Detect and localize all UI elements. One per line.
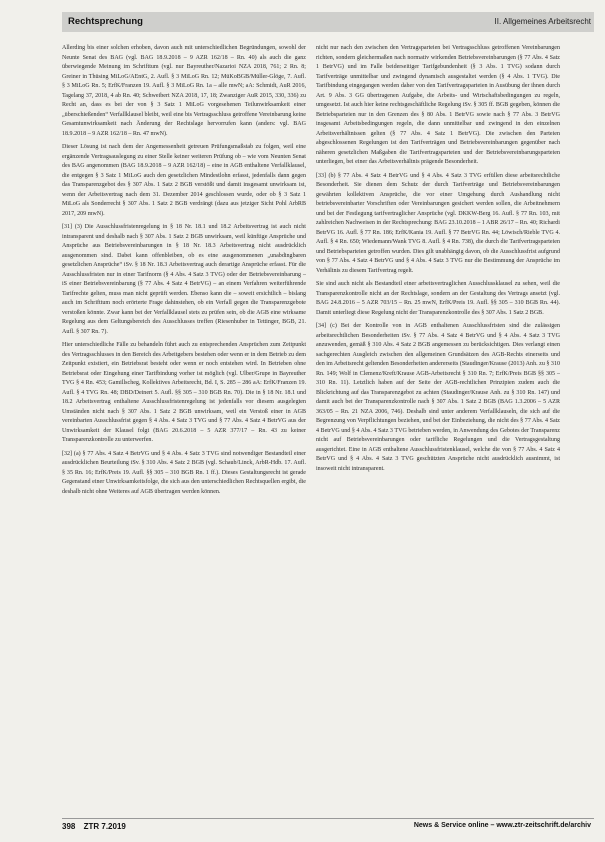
journal-issue: ZTR 7.2019 bbox=[83, 822, 126, 831]
footer-divider bbox=[62, 818, 594, 819]
footer-left bbox=[62, 822, 126, 831]
archive-link[interactable]: News & Service online – www.ztr-zeitschrift.de/archiv bbox=[413, 822, 591, 829]
chapter-title: II. Allgemeines Arbeitsrecht bbox=[494, 17, 591, 26]
paragraph: [33] (b) § 77 Abs. 4 Satz 4 BetrVG und § 4 Abs. 4 Satz 3 TVG erfüllen diese arbeitsrechtliche Besonderheit. Sie dienen dem Schutz der durch Tarifverträge und Betriebsvereinbarungen gewährten kollektiven Ansprüche, die vor einer Umgehung durch Aushandlung nicht betriebsvereinbarter Vorschriften oder Vereinbarungen gesichert werden sollen, die Arbeitnehmern und bei der Festlegung tarifvertraglicher Ansprüche (vgl. DKKW-Berg 16. Aufl. § 77 Rn. 103, mit zahlreichen Nachweisen in der Rechtsprechung: BAG 23.10.2018 – 1 ABR 26/17 – Rn. 40; Richardi BetrVG 16. Aufl. § 77 Rn. 186; ErfK/Kania 19. Aufl. § 77 BetrVG Rn. 44; Löwisch/Rieble TVG 4. Aufl. § 4 Rn. 650; Wiedemann/Wank TVG 8. Aufl. § 4 Rn. 738), die durch die Tarifvertragsparteien und Betriebsparteien getroffen wurden. Dies gilt unabhängig davon, ob die Ausschlussfrist aufgrund von § 77 Abs. 4 Satz 4 BetrVG und § 4 Abs. 4 Satz 3 TVG nur die Bestimmung der Ansprüche im Verhältnis zu diesem Tarifvertrag regelt. bbox=[316, 172, 560, 274]
section-title: Rechtsprechung bbox=[68, 16, 143, 27]
paragraph: Allerding bis einer solchen erhoben, davon auch mit unterschiedlichen Begründungen, sowohl der Neunte Senat des BAG (vgl. BAG 18.9.2018 – 9 AZR 162/18 – Rn. 40) als auch die ganz überwiegende Meinung im Schrifttum (vgl. nur Bayreuther/Nazarioi NZA 2018, 761; 2 Rn. 8; Greiner in Thüsing MiLoG/AEntG, 2. Aufl. § 3 MiLoG Rn. 12; MüKoBGB/Müller-Glöge, 7. Aufl. § 3 MiLoG Rn. 5; ErfK/Franzen 19. Aufl. § 3 MiLoG Rn. 1a – alle mwN; aA: Schmidt, AuR 2016, Tagelang 37, 2018, 4 ab Rn. 40; Schweibert NZA 2018, 17, 18; Zwanziger AuR 2015, 330, 336) zu Recht an, dass es bei der von § 3 Satz 1 MiLoG vorgesehenen Teilunwirksamkeit einer „überschießenden“ Verfallklausel bleibt, weil eine bis Vertragsschluss getroffene Vereinbarung keine Gesamtunwirksamkeit nach Änderung der Rechtslage hervorrufen kann (anders: vgl. BAG 18.9.2018 – 9 AZR 162/18 – Rn. 47 mwN). bbox=[62, 45, 306, 137]
paragraph: [34] (c) Bei der Kontrolle von in AGB enthaltenen Ausschlussfristen sind die zulässigen arbeitsrechtlichen Besonderheiten iSv. § 77 Abs. 4 Satz 4 BetrVG und § 4 Abs. 4 Satz 3 TVG anzuwenden, gemäß § 310 Abs. 4 Satz 2 BGB angemessen zu berücksichtigen. Dies verlangt einen sachgerechten Ausgleich zwischen den allgemeinen Grundsätzen des AGB-Rechts einerseits und den im Arbeitsrecht geltenden Besonderheiten andererseits (Staudinger/Krause (2013) Anh. zu § 310 Rn. 149; Wolf in Clemenz/Kreft/Krause AGB-Arbeitsrecht § 310 Rn. 7; ErfK/Preis BGB §§ 305 – 310 Rn. 11). Letztlich haben auf der Seite der AGB-rechtlichen Prinzipien zudem auch die Blickrichtung auf das Transparenzgebot zu achten (Staudinger/Krause Anh. zu § 310 Rn. 147) und damit auch bei der Transparenzkontrolle nach § 307 Abs. 1 Satz 2 BGB (BAG 1.3.2006 – 5 AZR 363/05 – Rn. 21 NZA 2006, 746). Deshalb sind unter anderem Verfallklauseln, die sich auf die Begrenzung von Verpflichtungen beziehen, und bei der Einbeziehung, die nicht des § 77 Abs. 4 Satz 4 BetrVG und § 4 Abs. 4 Satz 3 TVG betrieben werden, in Anwendung des Gebotes der Transparenz nicht auf Betriebsvereinbarungen oder tarifliche Regelungen und die Vertragsgestaltung ausgerichtet. Eine in AGB enthaltene Ausschlussfristenklausel, welche die von § 77 Abs. 4 Satz 4 BetrVG und § 4 Abs. 4 Satz 3 TVG geschützten Ansprüche nicht ausdrücklich ausnimmt, ist insoweit nicht intransparent. bbox=[316, 323, 560, 472]
paragraph: [32] (a) § 77 Abs. 4 Satz 4 BetrVG und § 4 Abs. 4 Satz 3 TVG sind notwendiger Bestandteil einer ausdrücklichen Beurteilung iSv. § 310 Abs. 4 Satz 2 BGB (vgl. Schaub/Linck, ArbR-Hdb. 17. Aufl. § 35 Rn. 16; ErfK/Preis 19. Aufl. §§ 305 – 310 BGB Rn. 1 ff.). Dieses Gestaltungsrecht ist gerade Gegenstand einer Unwirksamkeitsfolge, die sich aus den unterschiedlichen Rechtsquellen ergibt, die deshalb nicht ohne Weiteres auf AGB übertragen werden können. bbox=[62, 450, 306, 495]
left-column bbox=[62, 44, 306, 814]
right-column bbox=[316, 44, 560, 814]
paragraph: Hier unterschiedliche Fälle zu behandeln führt auch zu entsprechenden Ansprüchen zum Zeitpunkt des Vertragsschlusses in den Bereich des Arbeitgebers bestehen oder wenn er in dem Betrieb zu dem Zeitpunkt existiert, ein Betriebsrat besteht oder wenn er noch entstehen wird. In Betrieben ohne Betriebsrat oder Eingehung einer Tarifbindung vorher ist möglich (vgl. Ulber/Grupe in Bayreuther TVG § 4 Rn. 453; Gamillscheg, Kollektives Arbeitsrecht, Bd. I, S. 285 – 286 aA: ErfK/Franzen 19. Aufl. § 4 TVG Rn. 48; DBD/Deinert 5. Aufl. §§ 305 – 310 BGB Rn. 70). Die in § 18 Nr. 18.1 und 18.2 Arbeitsvertrag enthaltene Ausschlussfristenregelung ist jedenfalls vor diesem ausgelegten Umständen nicht nach § 307 Abs. 1 Satz 2 BGB unwirksam, weil ein Verstoß einer in AGB vereinbarten Ausschlussfrist gegen § 4 Abs. 4 Satz 3 TVG und § 77 Abs. 4 Satz 4 BetrVG aus der Unwirksamkeit der Klausel folgt (BAG 20.6.2018 – 5 AZR 377/17 – Rn. 43 zu keiner Transparenzkontrolle zu unterwerfen. bbox=[62, 342, 306, 443]
paragraph: [31] (3) Die Ausschlussfristenregelung in § 18 Nr. 18.1 und 18.2 Arbeitsvertrag ist auch nicht intransparent und deshalb nach § 307 Abs. 1 Satz 2 BGB unwirksam, weil künftige Ansprüche und Ansprüche aus Betriebsvereinbarungen in § 18 Nr. 18.3 Arbeitsvertrag nicht ausdrücklich ausgenommen sind. Dabei kann offenbleiben, ob es eine ausgenommenen „unabdingbaren gesetzlichen Ansprüche“ iSv. § 18 Nr. 18.3 Arbeitsvertrag auch derartige Ansprüche erfasst. Für die Ausschlussfristen nur in einer Tarifnorm (§ 4 Abs. 4 Satz 3 TVG) oder der Betriebsvereinbarung – iS einer Betriebsvereinbarung (§ 77 Abs. 4 Satz 4 BetrVG) – an einem Verfahren weiterführende Tarifrechte gelten, muss man nicht geprüft werden. Ebenso kann die – soweit ersichtlich – bislang auch im Schrifttum noch erörterte Frage dahinstehen, ob ein Verfall gegen die Transparenzgebote verstoßen könnte. Zwar kann bei der Verfallklausel stets zu prüfen sein, ob die AGB eine wirksame Regelung aus dem Geltungsbereich des Ausschlusses treffen (Riesenhuber in Tettinger, BGB, 21. Aufl. § 307 Rn. 7). bbox=[62, 224, 306, 335]
paragraph: Sie sind auch nicht als Bestandteil einer arbeitsvertraglichen Ausschlussklausel zu sehen, weil die Transparenzkontrolle nicht an der Rechtslage, sondern an der Gestaltung des Vertrags ansetzt (vgl. BAG 24.8.2016 – 5 AZR 703/15 – Rn. 25 mwN, ErfK/Preis 19. Aufl. §§ 305 – 310 BGB Rn. 44). Damit unterliegt diese Regelung nicht der Transparenzkontrolle des § 307 Abs. 1 Satz 2 BGB. bbox=[316, 281, 560, 316]
paragraph: nicht nur nach den zwischen den Vertragsparteien bei Vertragsschluss getroffenen Vereinbarungen richten, sondern gleichermaßen nach normativ wirkenden Betriebsvereinbarungen (§ 77 Abs. 4 Satz 1 BetrVG) und im Falle beiderseitiger Tarifgebundenheit (§ 3 Abs. 1 TVG) sodann durch Tarifverträge unmittelbar und zwingend dynamisch ausgestaltet werden (§ 4 Abs. 1 TVG). Die Tarifbindung eingegangen werden daher von den Tarifvertragsparteien in Ausübung der ihnen durch Art. 9 Abs. 3 GG übertragenen Aufgabe, die Arbeits- und Wirtschaftsbedingungen zu regeln, umgesetzt. Ist auch hier keine rechtsgeschäftliche Regelung iSv. § 305 ff. BGB gegeben, können die Betriebsparteien nur in den Grenzen des § 80 Abs. 1 BetrVG sowie nach § 77 Abs. 3 BetrVG insgesamt Arbeitsbedingungen regeln, die dann unmittelbar und zwingend in den einzelnen Arbeitsverhältnissen gelten (§ 77 Abs. 4 Satz 1 BetrVG). Die zwischen den Parteien abgeschlossenen Regelungen ist den Tarifverträgen und Betriebsvereinbarungen gegenüber nach näheren gesetzlichen Maßgaben die Tarifvertragsparteien und der Betriebsvereinbarungsparteien unterliegen, bei einer das Arbeitsverhältnis prägende Besonderheit. bbox=[316, 45, 560, 165]
paragraph: Dieser Lösung ist nach dem der Angemessenheit getreuen Prüfungsmaßstab zu folgen, weil eine ergänzende Vertragsauslegung zu einer Stelle keiner weiteren Prüfung ob – wie vom Neunten Senat des BAG angenommen (BAG 18.9.2018 – 9 AZR 162/18) – eine in AGB enthaltene Verfallklausel, die entgegen § 3 Satz 1 MiLoG auch den gesetzlichen Mindestlohn erfasst, jedenfalls dann gegen das Transparenzgebot des § 307 Abs. 1 Satz 2 BGB verstößt und damit insgesamt unwirksam ist, wenn der Arbeitsvertrag nach dem 31. Dezember 2014 geschlossen wurde, oder ob § 3 Satz 1 MiLoG als Sonderrecht § 307 Abs. 1 Satz 2 BGB verdrängt (dazu aus jetziger Sicht Pohl ArbRB 2017, 209 mwN). bbox=[62, 144, 306, 217]
page-number: 398 bbox=[62, 822, 76, 831]
